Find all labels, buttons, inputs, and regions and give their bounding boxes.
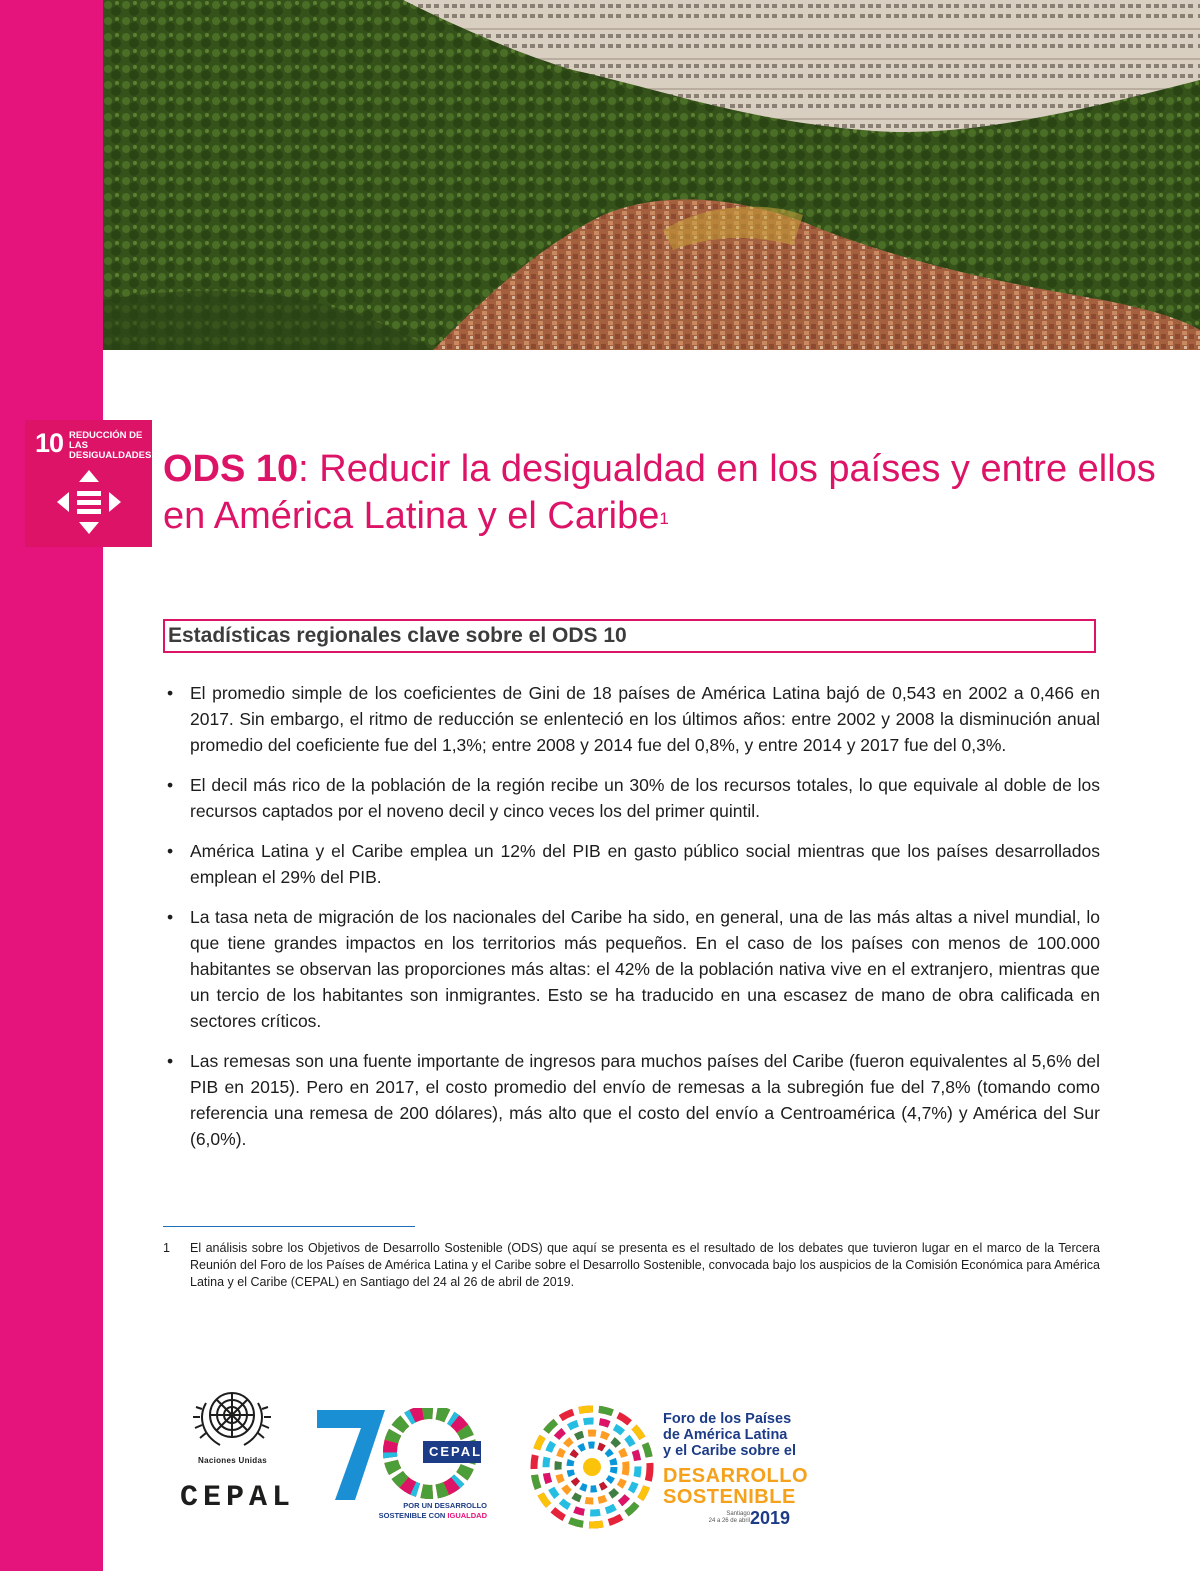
bullet-text: El decil más rico de la población de la región recibe un 30% de los recursos totales, lo que equivale al doble de los recursos captados por el noveno decil y cinco veces los del primer quintil. bbox=[190, 775, 1100, 821]
foro-year: 2019 bbox=[750, 1508, 791, 1528]
bullet-dot: • bbox=[167, 907, 174, 927]
hero-photo bbox=[103, 0, 1200, 350]
sdg-10-badge bbox=[25, 420, 152, 547]
seventy-tagline-1: POR UN DESARROLLO bbox=[403, 1501, 487, 1510]
footnote-text: El análisis sobre los Objetivos de Desarrollo Sostenible (ODS) que aquí se presenta es el resultado de los debates que tuvieron lugar en el marco de la Tercera Reunión del Foro de los Países de América Latina y el Caribe sobre el Desarrollo Sostenible, convocada bajo los auspicios de la Comisión Económica para América Latina y el Caribe (CEPAL) en Santiago del 24 al 26 de abril de 2019. bbox=[190, 1241, 1100, 1289]
un-cepal-logo bbox=[180, 1383, 296, 1515]
page-title bbox=[163, 446, 1163, 540]
bullet-dot: • bbox=[167, 1051, 174, 1071]
title-separator: : bbox=[298, 448, 309, 490]
seventy-tagline-2b: IGUALDAD bbox=[447, 1511, 487, 1520]
title-line2: en América Latina y el Caribe bbox=[163, 495, 660, 537]
equality-arrows-icon bbox=[55, 468, 123, 536]
foro-logo bbox=[528, 1403, 818, 1533]
stats-heading: Estadísticas regionales clave sobre el ODS 10 bbox=[168, 624, 627, 647]
foro-line1: Foro de los Países bbox=[663, 1411, 792, 1427]
title-footnote-mark: 1 bbox=[659, 509, 669, 528]
footnote-divider bbox=[163, 1226, 415, 1227]
list-item bbox=[163, 838, 1100, 890]
cepal-wordmark-box bbox=[180, 1480, 296, 1518]
list-item bbox=[163, 680, 1100, 758]
list-item bbox=[163, 904, 1100, 1034]
seventy-tagline-2a: SOSTENIBLE CON bbox=[378, 1511, 448, 1520]
sdg-color-spiral-icon bbox=[528, 1403, 656, 1531]
foro-place-city: Santiago bbox=[726, 1511, 750, 1517]
bullet-text: Las remesas son una fuente importante de ingresos para muchos países del Caribe (fueron equivalentes al 5,6% del PIB en 2015). Pero en 2017, el costo promedio del envío de remesas a la subregión fue del 7,8% (tomando como referencia una remesa de 200 dólares), más alto que el costo del envío a Centroamérica (4,7%) y América del Sur (6,0%). bbox=[190, 1051, 1100, 1149]
un-name: Naciones Unidas bbox=[198, 1456, 267, 1465]
foro-place-dates: 24 a 26 de abril bbox=[708, 1518, 750, 1524]
foro-place bbox=[688, 1511, 750, 1525]
stats-heading-box bbox=[163, 619, 1096, 653]
cepal-70-logo bbox=[315, 1408, 485, 1528]
footnote bbox=[163, 1240, 1100, 1291]
bullet-dot: • bbox=[167, 775, 174, 795]
hillside-city-photo-icon bbox=[103, 0, 1200, 350]
foro-line2: de América Latina bbox=[663, 1427, 788, 1443]
foro-desarrollo: DESARROLLO bbox=[663, 1465, 808, 1487]
foro-sostenible: SOSTENIBLE bbox=[663, 1486, 796, 1508]
bullet-text: La tasa neta de migración de los nacionales del Caribe ha sido, en general, una de las más altas a nivel mundial, lo que tiene grandes impactos en los territorios más pequeños. En el caso de los países con menos de 100.000 habitantes se observan las proporciones más altas: el 42% de la población nativa vive en el extranjero, mientras que un tercio de los habitantes son inmigrantes. Esto se ha traducido en una escasez de mano de obra calificada en sectores críticos. bbox=[190, 907, 1100, 1031]
sdg-label: REDUCCIÓN DE LAS DESIGUALDADES bbox=[69, 430, 152, 461]
foro-title bbox=[663, 1411, 813, 1459]
cepal-wordmark: CEPAL bbox=[180, 1481, 296, 1515]
seventy-cepal-label: CEPAL bbox=[429, 1444, 483, 1459]
bullet-dot: • bbox=[167, 841, 174, 861]
list-item bbox=[163, 772, 1100, 824]
title-line1: Reducir la desigualdad en los países y entre ellos bbox=[308, 448, 1156, 490]
title-prefix: ODS 10 bbox=[163, 448, 299, 490]
stats-list bbox=[163, 680, 1100, 1166]
foro-line3: y el Caribe sobre el bbox=[663, 1443, 796, 1459]
seventy-tagline-2 bbox=[355, 1511, 487, 1520]
bullet-text: El promedio simple de los coeficientes de Gini de 18 países de América Latina bajó de 0,543 en 2002 a 0,466 en 2017. Sin embargo, el ritmo de reducción se enlenteció en los últimos años: entre 2002 y 2008 la disminución anual promedio del coeficiente fue del 1,3%; entre 2008 y 2014 fue del 0,8%, y entre 2014 y 2017 fue del 0,3%. bbox=[190, 683, 1100, 755]
list-item bbox=[163, 1048, 1100, 1152]
sidebar-stripe bbox=[0, 0, 103, 1571]
footnote-number: 1 bbox=[163, 1241, 170, 1255]
sdg-number: 10 bbox=[35, 428, 64, 458]
bullet-text: América Latina y el Caribe emplea un 12% del PIB en gasto público social mientras que los países desarrollados emplean el 29% del PIB. bbox=[190, 841, 1100, 887]
bullet-dot: • bbox=[167, 683, 174, 703]
un-emblem-icon bbox=[180, 1383, 285, 1455]
